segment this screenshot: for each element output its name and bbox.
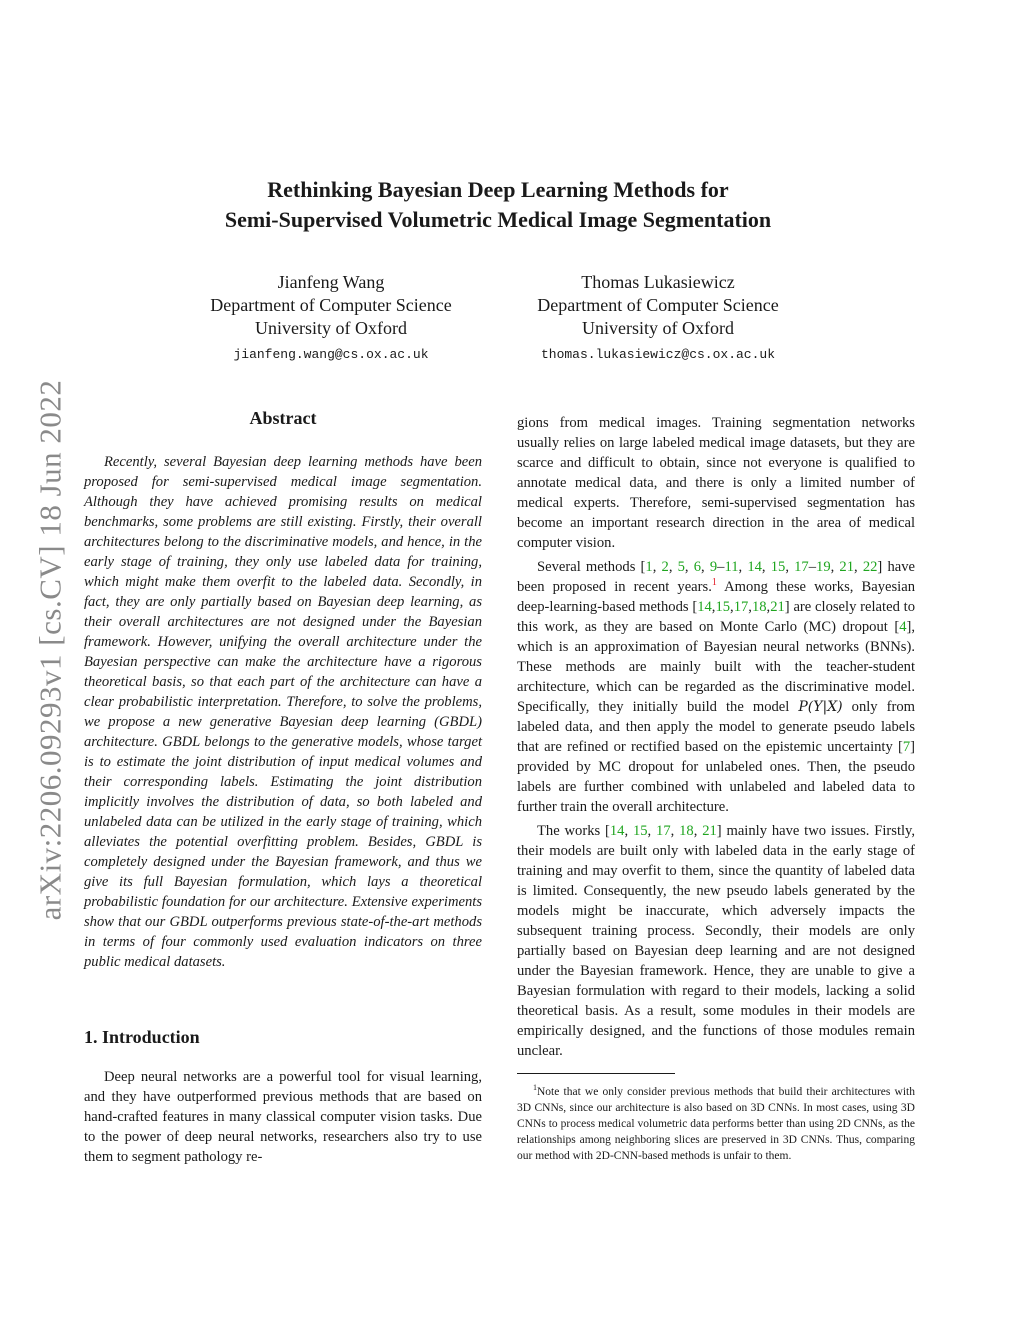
author-email: thomas.lukasiewicz@cs.ox.ac.uk: [540, 347, 776, 362]
citation-link[interactable]: 17: [733, 599, 749, 615]
citation-link[interactable]: 11: [724, 559, 739, 575]
author-email: jianfeng.wang@cs.ox.ac.uk: [233, 347, 429, 362]
paper-title: [100, 175, 896, 235]
citation-link[interactable]: 4: [899, 619, 907, 635]
title-line-1: Rethinking Bayesian Deep Learning Methods for: [267, 177, 729, 202]
author-block-2: [508, 271, 808, 363]
intro-paragraph-3: The works [14, 15, 17, 18, 21] mainly have two issues. Firstly, their models are built only with labeled data in the early stage of training and may overfit to them, since the quantity of labeled data is limited. Consequently, the new pseudo labels generated by the models might be inaccurate, which adversely impacts the subsequent training process. Secondly, their models are only partially based on Bayesian deep learning and are not designed under the Bayesian framework. Hence, they are unable to give a Bayesian formulation with regard to their models, lacking a solid theoretical basis. As a result, some modules in their models are empirically designed, and the functions of those modules remain unclear.: [517, 823, 916, 1059]
abstract-heading: Abstract: [249, 408, 317, 428]
right-column: [517, 413, 915, 1164]
footnote-divider: [517, 1073, 675, 1074]
citation-link[interactable]: 17: [794, 559, 809, 575]
citation-link[interactable]: 21: [839, 559, 855, 575]
arxiv-identifier-text: arXiv:2206.09293v1 [cs.CV] 18 Jun 2022: [32, 379, 68, 921]
citation-link[interactable]: 14: [609, 823, 625, 839]
intro-paragraph-1-start: Deep neural networks are a powerful tool for visual learning, and they have outperformed previous methods that are based on hand-crafted features in many classical computer vision tasks. Due to the power of deep neural networks, researchers also try to use them to segment pathology re-: [84, 1069, 482, 1165]
citation-link[interactable]: 5: [677, 559, 685, 575]
citation-link[interactable]: 9: [709, 559, 718, 575]
author-university: University of Oxford: [582, 318, 734, 338]
citation-link[interactable]: 14: [747, 559, 762, 575]
footnote-mark: 1: [533, 1083, 537, 1092]
author-name: Jianfeng Wang: [277, 272, 385, 292]
intro-paragraph-1-continued: gions from medical images. Training segmentation networks usually relies on large labeled medical image datasets, but they are scarce and difficult to obtain, since not everyone is qualified to annotate medical data, and there is only a limited number of medical experts. Therefore, semi-supervised segmentation has become an important research direction in the area of medical computer vision.: [517, 415, 915, 551]
citation-link[interactable]: 18: [751, 599, 767, 615]
math-expression: P(Y|X): [798, 699, 843, 715]
citation-link[interactable]: 18: [679, 823, 694, 839]
introduction-heading: 1. Introduction: [84, 1027, 200, 1047]
citation-link[interactable]: 19: [816, 559, 831, 575]
citation-link[interactable]: 15: [715, 599, 731, 615]
left-column: [84, 408, 482, 1167]
arxiv-identifier-stamp: [30, 350, 70, 950]
intro-paragraph-2: Several methods [1, 2, 5, 6, 9–11, 14, 15, 17–19, 21, 22] have been proposed in recent years.$^1$ Among these works, Bayesian deep-learning-based methods [14,15,17,18,21] are closely related to this work, as they are based on Monte Carlo (MC) dropout [4], which is an approximation of Bayesian neural networks (BNNs). These methods are mainly built with the teacher-student architecture, which can be regarded as the discriminative model. Specifically, they initially build the model P(Y|X) only from labeled data, and then apply the model to generate pseudo labels that are refined or rectified based on the epistemic uncertainty [7] provided by MC dropout for unlabeled ones. Then, the pseudo labels are further combined with unlabeled and labeled data to further train the overall architecture.: [517, 559, 916, 815]
footnote-marker[interactable]: 1: [711, 577, 717, 589]
footnote-text: Note that we only consider previous methods that build their architectures with 3D CNNs, since our architecture is also based on 3D CNNs. In most cases, using 3D CNNs to process medical volumetric data performs better than using 2D CNNs, as the relationships among neighboring slices are preserved in 3D CNNs. Thus, comparing our method with 2D-CNN-based methods is unfair to them.: [517, 1085, 915, 1162]
citation-link[interactable]: 14: [697, 599, 712, 615]
citation-link[interactable]: 15: [770, 559, 786, 575]
citation-link[interactable]: 1: [645, 559, 653, 575]
citation-link[interactable]: 21: [770, 599, 785, 615]
title-line-2: Semi-Supervised Volumetric Medical Image Segmentation: [224, 207, 772, 232]
citation-link[interactable]: 2: [661, 559, 669, 575]
citation-link[interactable]: 7: [902, 739, 911, 755]
citation-link[interactable]: 21: [702, 823, 717, 839]
author-block-1: [181, 271, 481, 363]
abstract-body: Recently, several Bayesian deep learning methods have been proposed for semi-supervised medical image segmentation. Although they have achieved promising results on medical benchmarks, some problems are still existing. Firstly, their overall architectures belong to the discriminative models, and hence, in the early stage of training, they only use labeled data for training, which might make them overfit to the labeled data. Secondly, in fact, they are only partially based on Bayesian deep learning, as their overall architectures are not designed under the Bayesian framework. However, unifying the overall architecture under the Bayesian perspective can make the architecture have a rigorous theoretical basis, so that each part of the architecture can have a clear probabilistic interpretation. Therefore, to solve the problems, we propose a new generative Bayesian deep learning (GBDL) architecture. GBDL belongs to the generative models, whose target is to estimate the joint distribution of input medical volumes and their corresponding labels. Estimating the joint distribution implicitly involves the distribution of data, so both labeled and unlabeled data can be utilized in the early stage of training, which alleviates the potential overfitting problem. Besides, GBDL is completely designed under the Bayesian framework, and thus we give its full Bayesian formulation, which lays a theoretical probabilistic foundation for our architecture. Extensive experiments show that our GBDL outperforms previous state-of-the-art methods in terms of four commonly used evaluation indicators on three public medical datasets.: [84, 454, 482, 970]
citation-link[interactable]: 15: [632, 823, 648, 839]
author-department: Department of Computer Science: [210, 295, 452, 315]
footnote: [517, 1080, 915, 1164]
citation-link[interactable]: 17: [656, 823, 671, 839]
author-department: Department of Computer Science: [537, 295, 779, 315]
citation-link[interactable]: 22: [862, 559, 878, 575]
author-university: University of Oxford: [255, 318, 407, 338]
citation-link[interactable]: 6: [693, 559, 702, 575]
author-name: Thomas Lukasiewicz: [581, 272, 735, 292]
